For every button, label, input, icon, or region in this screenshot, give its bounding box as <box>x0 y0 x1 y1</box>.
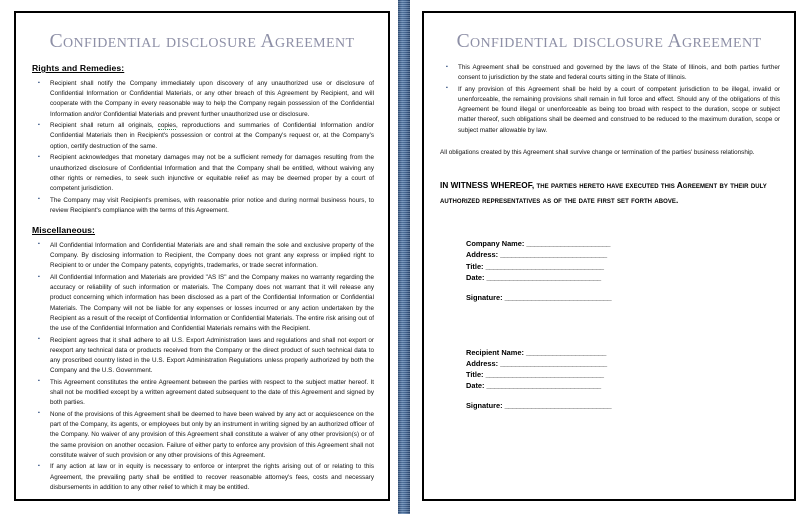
survival-paragraph: All obligations created by this Agreement shall survive change or termination of the parties' business relationship. <box>440 148 755 156</box>
page-title-left: Confidential disclosure Agreement <box>49 31 355 52</box>
field-recipient-title <box>466 369 780 380</box>
field-label: Title: <box>466 370 484 380</box>
signature-block-company <box>466 238 780 303</box>
section-heading-rights-and-remedies: Rights and Remedies: <box>32 63 125 73</box>
field-label: Date: <box>466 272 485 282</box>
binding-gutter <box>398 0 410 514</box>
page-title-right: Confidential disclosure Agreement <box>456 31 762 52</box>
list-item: ▪ Recipient acknowledges that monetary damages may not be a sufficient remedy for damages resulting from the unauthorized disclosure of Confidential Information and that the Company shall be entitled, without waiving any other rights or remedies, to seek such injunctive or equitable relief as may be deemed proper by a court of competent jurisdiction. <box>30 153 374 194</box>
list-item: ▪ The Company may visit Recipient's premises, with reasonable prior notice and during normal business hours, to review Recipient's compliance with the terms of this Agreement. <box>30 196 374 216</box>
fill-in-rule[interactable]: ______________________________ <box>486 272 601 282</box>
witness-clause-lead: IN WITNESS WHEREOF, <box>440 181 535 190</box>
page-left <box>0 0 398 514</box>
field-recipient-name <box>466 347 780 358</box>
fill-in-rule[interactable]: _____________________ <box>525 347 607 357</box>
fill-in-rule[interactable]: ____________________________ <box>500 359 607 368</box>
field-label: Date: <box>466 381 485 391</box>
fill-in-rule[interactable]: ______________________________ <box>486 381 601 391</box>
field-company-date <box>466 272 780 283</box>
list-item: ▪ This Agreement constitutes the entire Agreement between the parties with respect to the subject matter hereof. It shall not be modified except by a written agreement dated subsequent to the date of this Agreement and signed by both parties. <box>30 378 374 409</box>
miscellaneous-list <box>30 241 374 493</box>
field-recipient-date <box>466 380 780 391</box>
list-item: ▪ Recipient shall return all originals, copies, reproductions and summaries of Confidential Information and/or Confidential Materials then in Recipient's possession or control at the Company's request or, at the Company's option, certify destruction of the same. <box>30 121 374 152</box>
list-item: ▪ Recipient shall notify the Company immediately upon discovery of any unauthorized use or disclosure of Confidential Information or Confidential Materials, or any other breach of this Agreement by Recipient, and will cooperate with the Company in every reasonable way to help the Company regain possession of the Confidential Information and/or Confidential Materials and prevent further unauthorized use or disclosure. <box>30 79 374 120</box>
list-item: ▪ If any action at law or in equity is necessary to enforce or interpret the rights arising out of or relating to this Agreement, the prevailing party shall be entitled to recover reasonable attorney's fees, costs and necessary disbursements in addition to any other relief to which it may be entitled. <box>30 462 374 493</box>
field-company-name <box>466 238 780 249</box>
page-left-frame <box>14 11 390 501</box>
witness-clause <box>440 178 778 208</box>
signature-block-recipient <box>466 347 780 412</box>
section-heading-miscellaneous: Miscellaneous: <box>32 224 96 235</box>
list-item: ▪ Recipient agrees that it shall adhere to all U.S. Export Administration laws and regulations and shall not export or reexport any technical data or products received from the Company or the direct product of such technical data to any proscribed country listed in the U.S. Export Administration Regulations unless properly authorized by both the Company and the U.S. Government. <box>30 336 374 377</box>
page-right-content <box>424 13 794 499</box>
fill-in-rule[interactable]: ____________________________ <box>500 250 607 260</box>
field-label: Signature: <box>466 292 503 302</box>
list-item: ▪ If any provision of this Agreement shall be held by a court of competent jurisdiction to be illegal, invalid or unenforceable, the remaining provisions shall remain in full force and effect. Should any of the obligations of this Agreement be found illegal or unenforceable as being too broad with respect to the duration, scope or subject matter thereof, such obligations shall be deemed and construed to be reduced to the maximum duration, scope or subject matter allowable by law. <box>438 85 780 136</box>
spellcheck-flagged-word: copies <box>157 122 176 130</box>
field-company-signature <box>466 292 780 303</box>
field-label: Address: <box>466 359 499 368</box>
fill-in-rule[interactable]: _______________________________ <box>485 370 604 380</box>
witness-clause-body: the parties hereto have executed this Agreement by their duly authorized representatives as of the date first set forth above. <box>440 181 767 206</box>
field-company-address <box>466 249 780 260</box>
field-recipient-signature <box>466 400 780 411</box>
list-item: ▪ This Agreement shall be construed and governed by the laws of the State of Illinois, and both parties further consent to jurisdiction by the state and federal courts sitting in the State of Illinois. <box>438 63 780 83</box>
field-label: Signature: <box>466 401 503 411</box>
fill-in-rule[interactable]: ____________________________ <box>504 401 612 411</box>
page-right <box>410 0 810 514</box>
field-label: Address: <box>466 250 499 260</box>
governing-law-list <box>438 63 780 136</box>
fill-in-rule[interactable]: _______________________________ <box>485 261 604 271</box>
list-item: ▪ None of the provisions of this Agreement shall be deemed to have been waived by any act or acquiescence on the part of the Company, its agents, or employees but only by an instrument in writing signed by an authorized officer of the Company. No waiver of any provision of this Agreement shall constitute a waiver of any other provision(s) or of the same provision on another occasion. Failure of either party to enforce any provision of this Agreement shall not constitute waiver of such provision or any other provisions of this Agreement. <box>30 410 374 461</box>
field-recipient-address <box>466 358 780 369</box>
fill-in-rule[interactable]: ______________________ <box>526 239 611 249</box>
page-right-frame <box>422 11 796 501</box>
field-company-title <box>466 261 780 272</box>
fill-in-rule[interactable]: ____________________________ <box>504 292 612 302</box>
list-item: ▪ All Confidential Information and Materials are provided "AS IS" and the Company makes no warranty regarding the accuracy or reliability of such information or materials. The Company does not warrant that it will release any product concerning which information has been disclosed as a part of the Confidential Information or Confidential Materials. The Company will not be liable for any expenses or losses incurred or any action undertaken by the Recipient as a result of the receipt of Confidential Information or Confidential Materials. The entire risk arising out of the use of the Confidential Information and Confidential Materials remains with the Recipient. <box>30 273 374 334</box>
list-item: ▪ All Confidential Information and Confidential Materials are and shall remain the sole and exclusive property of the Company. By disclosing information to Recipient, the Company does not grant any express or implied right to Recipient to or under the Company patents, copyrights, trademarks, or trade secret information. <box>30 241 374 272</box>
rights-and-remedies-list <box>30 79 374 216</box>
field-label: Company Name: <box>466 239 525 249</box>
field-label: Title: <box>466 261 484 271</box>
page-left-content <box>16 13 388 499</box>
field-label: Recipient Name: <box>466 347 524 357</box>
